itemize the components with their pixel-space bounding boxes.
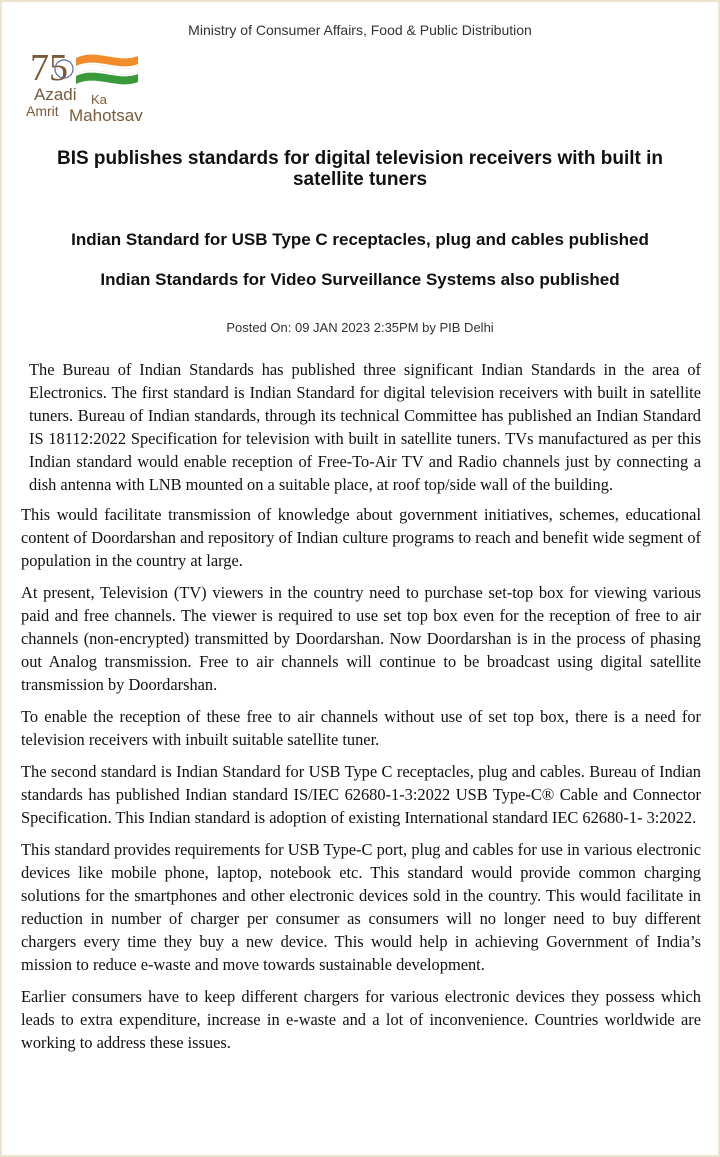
flag-saffron-band: [76, 55, 138, 67]
ministry-name: Ministry of Consumer Affairs, Food & Public Distribution: [188, 22, 532, 38]
paragraph: At present, Television (TV) viewers in the country need to purchase set-top box for viewing various paid and free channels. The viewer is required to use set top box even for the reception of free to air channels (non-encrypted) transmitted by Doordarshan. Now Doordarshan is in the process of phasing out Analog transmission. Free to air channels will continue to be broadcast using digital satellite transmission by Doordarshan.: [21, 583, 701, 694]
posted-on: Posted On: 09 JAN 2023 2:35PM by PIB Delhi: [226, 320, 494, 335]
logo-mahotsav: Mahotsav: [69, 106, 143, 124]
logo-number: 75: [30, 47, 68, 89]
paragraph: This would facilitate transmission of knowledge about government initiatives, schemes, educational content of Doordarshan and repository of Indian culture programs to reach and benefit wide segment of population in the country at large.: [21, 505, 701, 570]
paragraph: To enable the reception of these free to air channels without use of set top box, there is a need for television receivers with inbuilt suitable satellite tuner.: [21, 707, 701, 749]
paragraph: The second standard is Indian Standard for USB Type C receptacles, plug and cables. Bureau of Indian standards has published Indian standard IS/IEC 62680-1-3:2022 USB Type-C® Cable and Connector Specification. This Indian standard is adoption of existing International standard IEC 62680-1- 3:2022.: [21, 762, 701, 827]
article-subtitle-usb: Indian Standard for USB Type C receptacles, plug and cables published: [71, 230, 649, 249]
paragraph: This standard provides requirements for USB Type-C port, plug and cables for use in various electronic devices like mobile phone, laptop, notebook etc. This standard would provide common charging solutions for the smartphones and other electronic devices sold in the country. This would facilitate in reduction in number of charger per consumer as consumers will no longer need to buy different chargers every time they buy a new device. This would help in achieving Government of India’s mission to reduce e-waste and move towards sustainable development.: [21, 840, 701, 974]
paragraph: Earlier consumers have to keep different chargers for various electronic devices they possess which leads to extra expenditure, increase in e-waste and a lot of inconvenience. Countries worldwide are working to address these issues.: [21, 987, 701, 1052]
article-subtitle-surveillance: Indian Standards for Video Surveillance Systems also published: [100, 270, 620, 289]
azadi-ka-amrit-mahotsav-logo: [26, 44, 171, 124]
article-body: [21, 358, 701, 1063]
logo-amrit: Amrit: [26, 103, 59, 119]
paragraph: The Bureau of Indian Standards has published three significant Indian Standards in the area of Electronics. The first standard is Indian Standard for digital television receivers with built in satellite tuners. Bureau of Indian standards, through its technical Committee has published an Indian Standard IS 18112:2022 Specification for television with built in satellite tuners. TVs manufactured as per this Indian standard would enable reception of Free-To-Air TV and Radio channels just by connecting a dish antenna with LNB mounted on a suitable place, at roof top/side wall of the building.: [29, 360, 701, 494]
logo-ka: Ka: [91, 92, 107, 107]
logo-azadi: Azadi: [34, 85, 77, 104]
article-title: BIS publishes standards for digital television receivers with built in satellite tuners: [56, 148, 664, 190]
